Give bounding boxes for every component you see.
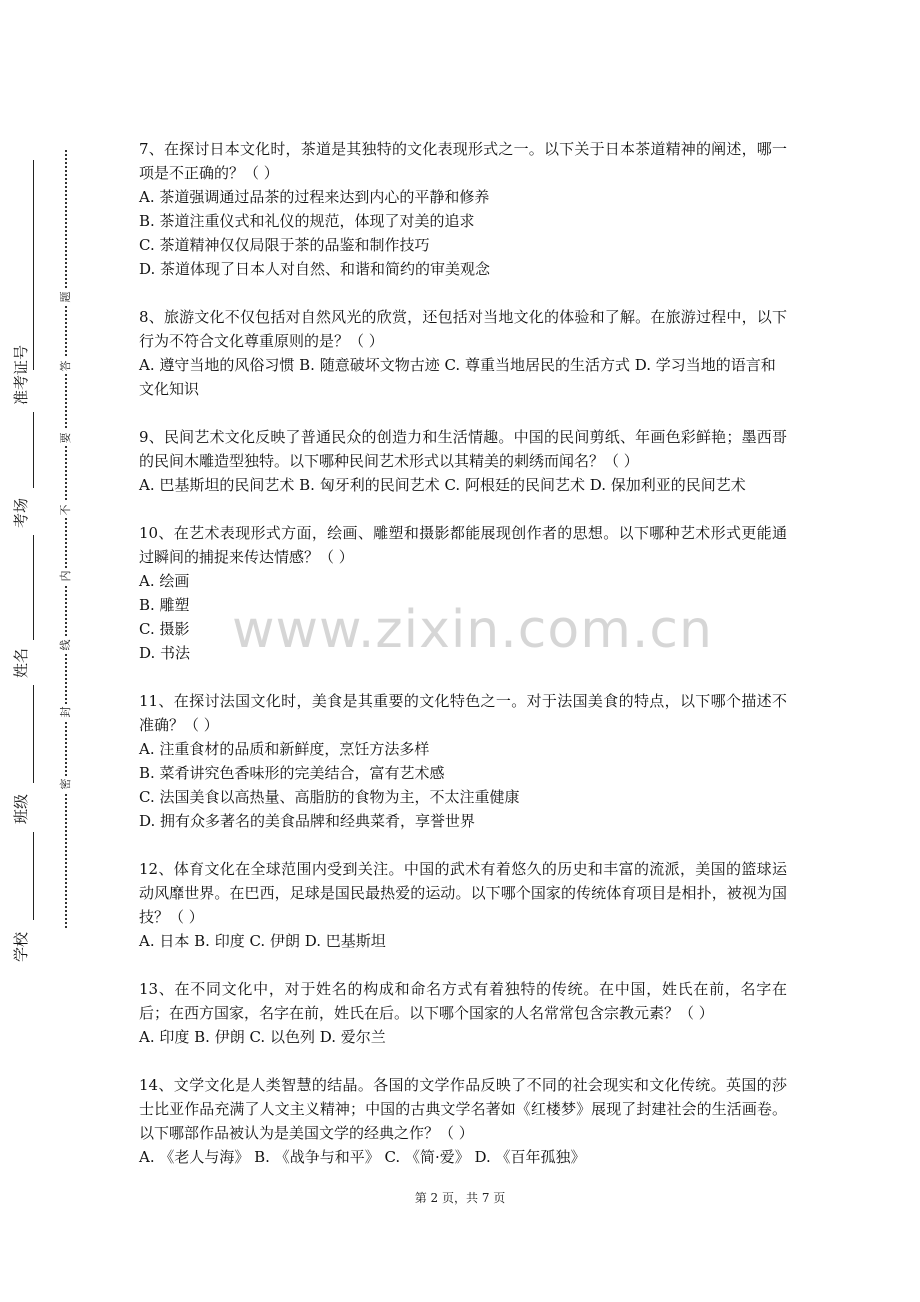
ticket-number-blank — [33, 160, 34, 370]
question-stem: 13、在不同文化中，对于姓名的构成和命名方式有着独特的传统。在中国，姓氏在前，名字在后；在西方国家，名字在前，姓氏在后。以下哪个国家的人名常常包含宗教元素？（ ） — [139, 980, 787, 1022]
ticket-number-label: 准考证号 — [12, 344, 30, 405]
option-d[interactable]: D. 拥有众多著名的美食品牌和经典菜肴，享誉世界 — [139, 812, 476, 830]
option-a[interactable]: A. 茶道强调通过品茶的过程来达到内心的平静和修养 — [139, 188, 490, 206]
seal-char: 封 — [58, 704, 74, 720]
exam-room-label: 考场 — [12, 497, 30, 528]
question-options[interactable]: A. 巴基斯坦的民间艺术 B. 匈牙利的民间艺术 C. 阿根廷的民间艺术 D. 保加利亚的民间艺术 — [139, 476, 746, 494]
option-a[interactable]: A. 绘画 — [139, 572, 190, 590]
seal-char: 不 — [58, 502, 74, 518]
school-blank — [33, 832, 34, 920]
question-10 — [139, 521, 787, 665]
question-list — [139, 137, 787, 1193]
question-stem: 8、旅游文化不仅包括对自然风光的欣赏，还包括对当地文化的体验和了解。在旅游过程中，以下行为不符合文化尊重原则的是？（ ） — [139, 308, 787, 350]
class-label: 班级 — [12, 793, 30, 824]
question-stem: 14、文学文化是人类智慧的结晶。各国的文学作品反映了不同的社会现实和文化传统。英国的莎士比亚作品充满了人文主义精神；中国的古典文学名著如《红楼梦》展现了封建社会的生活画卷。以下哪部作品被认为是美国文学的经典之作？（ ） — [139, 1076, 787, 1142]
question-options[interactable]: A. 日本 B. 印度 C. 伊朗 D. 巴基斯坦 — [139, 932, 386, 950]
option-d[interactable]: D. 书法 — [139, 644, 191, 662]
question-stem: 12、体育文化在全球范围内受到关注。中国的武术有着悠久的历史和丰富的流派，美国的篮球运动风靡世界。在巴西，足球是国民最热爱的运动。以下哪个国家的传统体育项目是相扑，被视为国技？（ ） — [139, 860, 787, 926]
question-13 — [139, 977, 787, 1049]
class-blank — [33, 685, 34, 783]
school-label: 学校 — [12, 931, 30, 962]
option-c[interactable]: C. 茶道精神仅仅局限于茶的品鉴和制作技巧 — [139, 236, 430, 254]
seal-char: 要 — [58, 430, 74, 446]
option-b[interactable]: B. 茶道注重仪式和礼仪的规范，体现了对美的追求 — [139, 212, 475, 230]
question-stem: 7、在探讨日本文化时，茶道是其独特的文化表现形式之一。以下关于日本茶道精神的阐述，哪一项是不正确的？（ ） — [139, 140, 787, 182]
option-d[interactable]: D. 茶道体现了日本人对自然、和谐和简约的审美观念 — [139, 260, 491, 278]
binding-margin — [0, 0, 120, 1302]
option-a[interactable]: A. 注重食材的品质和新鲜度，烹饪方法多样 — [139, 740, 430, 758]
seal-dotted-line — [65, 150, 67, 928]
option-b[interactable]: B. 菜肴讲究色香味形的完美结合，富有艺术感 — [139, 764, 445, 782]
question-12 — [139, 857, 787, 953]
page-number-footer: 第 2 页，共 7 页 — [414, 1191, 506, 1205]
question-stem: 11、在探讨法国文化时，美食是其重要的文化特色之一。对于法国美食的特点，以下哪个描述不准确？（ ） — [139, 692, 787, 734]
option-c[interactable]: C. 法国美食以高热量、高脂肪的食物为主，不太注重健康 — [139, 788, 520, 806]
question-options[interactable]: A. 印度 B. 伊朗 C. 以色列 D. 爱尔兰 — [139, 1028, 386, 1046]
option-c[interactable]: C. 摄影 — [139, 620, 190, 638]
question-options[interactable]: A. 《老人与海》 B. 《战争与和平》 C. 《简·爱》 D. 《百年孤独》 — [139, 1148, 586, 1166]
exam-room-blank — [33, 412, 34, 488]
seal-char: 答 — [58, 358, 74, 374]
seal-char: 线 — [58, 637, 74, 653]
question-9 — [139, 425, 787, 497]
question-11 — [139, 689, 787, 833]
option-b[interactable]: B. 雕塑 — [139, 596, 190, 614]
question-8 — [139, 305, 787, 401]
question-7 — [139, 137, 787, 281]
seal-char: 内 — [58, 568, 74, 584]
seal-char: 题 — [58, 289, 74, 305]
seal-char: 密 — [58, 776, 74, 792]
site-watermark: www.zixin.com.cn — [232, 600, 713, 660]
question-stem: 10、在艺术表现形式方面，绘画、雕塑和摄影都能展现创作者的思想。以下哪种艺术形式更能通过瞬间的捕捉来传达情感？（ ） — [139, 524, 787, 566]
name-blank — [33, 535, 34, 640]
question-options[interactable]: A. 遵守当地的风俗习惯 B. 随意破坏文物古迹 C. 尊重当地居民的生活方式 D. 学习当地的语言和文化知识 — [139, 356, 776, 398]
question-14 — [139, 1073, 787, 1169]
name-label: 姓名 — [12, 647, 30, 678]
question-stem: 9、民间艺术文化反映了普通民众的创造力和生活情趣。中国的民间剪纸、年画色彩鲜艳；墨西哥的民间木雕造型独特。以下哪种民间艺术形式以其精美的刺绣而闻名？（ ） — [139, 428, 787, 470]
